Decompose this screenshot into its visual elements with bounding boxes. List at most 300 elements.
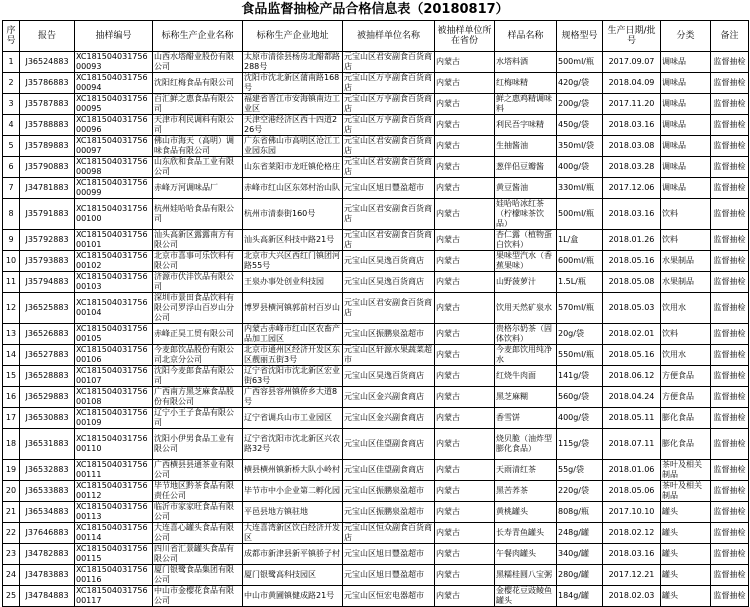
- sampled-unit-cell: 元宝山区振鹏泉盈超市: [343, 324, 435, 345]
- header-col-manufacturer: 标称生产企业名称: [153, 21, 243, 52]
- sample-name-cell: 山野菠萝汁: [495, 272, 557, 293]
- report-cell: J35791883: [20, 199, 75, 230]
- manufacturer-cell: 深圳市景田食品饮料有限公司罗浮山百岁山分公司: [153, 293, 243, 324]
- address-cell: 辽宁省沈阳市沈北新区兴农路32号: [243, 429, 343, 460]
- report-cell: J35794883: [20, 272, 75, 293]
- manufacturer-cell: 临沂市家家旺食品有限公司: [153, 502, 243, 523]
- province-cell: 内蒙古: [435, 94, 495, 115]
- address-cell: 太原市清徐县杨房北醋都路288号: [243, 52, 343, 73]
- index-cell: 23: [3, 544, 20, 565]
- sampled-unit-cell: 元宝山区恒宏电器超市: [343, 586, 435, 607]
- province-cell: 内蒙古: [435, 408, 495, 429]
- report-cell: J35790883: [20, 157, 75, 178]
- address-cell: 王泉办事处创业科技园: [243, 272, 343, 293]
- manufacturer-cell: 佛山市海天（高明）调味食品有限公司: [153, 136, 243, 157]
- date-cell: 2018.02.01: [603, 324, 661, 345]
- sample-name-cell: 葱伴侣豆瓣酱: [495, 157, 557, 178]
- date-cell: 2018.03.16: [603, 199, 661, 230]
- province-cell: 内蒙古: [435, 251, 495, 272]
- spec-cell: 560g/袋: [557, 387, 603, 408]
- date-cell: 2017.11.20: [603, 94, 661, 115]
- manufacturer-cell: 沈阳今麦郎食品有限公司: [153, 366, 243, 387]
- sampled-unit-cell: 元宝山区万亨副食百货商店: [343, 73, 435, 94]
- remark-cell: 监督抽检: [711, 366, 749, 387]
- manufacturer-cell: 沈阳小伊男食品工业有限公司: [153, 429, 243, 460]
- table-row: [3, 293, 749, 324]
- index-cell: 1: [3, 52, 20, 73]
- category-cell: 调味品: [661, 115, 711, 136]
- category-cell: 水果制品: [661, 272, 711, 293]
- category-cell: 罐头: [661, 523, 711, 544]
- sample-code-cell: XC18150403175600105: [75, 324, 153, 345]
- table-row: [3, 565, 749, 586]
- address-cell: 广西容县容州镇侨乡大道8号: [243, 387, 343, 408]
- index-cell: 11: [3, 272, 20, 293]
- header-col-date: 生产日期/批号: [603, 21, 661, 52]
- sample-code-cell: XC18150403175600106: [75, 345, 153, 366]
- report-cell: J34784883: [20, 586, 75, 607]
- sample-code-cell: XC18150403175600102: [75, 251, 153, 272]
- spec-cell: 1.5L/瓶: [557, 272, 603, 293]
- date-cell: 2017.09.07: [603, 52, 661, 73]
- remark-cell: 监督抽检: [711, 94, 749, 115]
- sample-code-cell: XC18150403175600114: [75, 523, 153, 544]
- index-cell: 5: [3, 136, 20, 157]
- sample-name-cell: 午餐肉罐头: [495, 544, 557, 565]
- index-cell: 7: [3, 178, 20, 199]
- sampled-unit-cell: 元宝山区君安副食百货商店: [343, 157, 435, 178]
- sampled-unit-cell: 元宝山区旭日豐盈超市: [343, 565, 435, 586]
- report-cell: J36534883: [20, 502, 75, 523]
- address-cell: 汕头高新区科技中路21号: [243, 230, 343, 251]
- sample-code-cell: XC18150403175600101: [75, 230, 153, 251]
- spec-cell: 450g/袋: [557, 115, 603, 136]
- address-cell: 赤峰市红山区东郊村治山队: [243, 178, 343, 199]
- sample-code-cell: XC18150403175600116: [75, 565, 153, 586]
- remark-cell: 监督抽检: [711, 387, 749, 408]
- address-cell: 福建省晋江市安海镇南边工业区: [243, 94, 343, 115]
- sampled-unit-cell: 元宝山区万亨副食百货商店: [343, 115, 435, 136]
- address-cell: 辽宁省调兵山市工业园区: [243, 408, 343, 429]
- spec-cell: 550ml/瓶: [557, 345, 603, 366]
- sample-code-cell: XC18150403175600099: [75, 178, 153, 199]
- spec-cell: 330ml/瓶: [557, 178, 603, 199]
- index-cell: 10: [3, 251, 20, 272]
- sample-name-cell: 黄豆酱油: [495, 178, 557, 199]
- table-row: [3, 523, 749, 544]
- report-cell: J36525883: [20, 293, 75, 324]
- report-cell: J35793883: [20, 251, 75, 272]
- sample-name-cell: 黑芝麻糊: [495, 387, 557, 408]
- table-row: [3, 586, 749, 607]
- report-cell: J35787883: [20, 94, 75, 115]
- address-cell: 北京市通州区经济开发区东区靓丽五街3号: [243, 345, 343, 366]
- date-cell: 2018.03.16: [603, 115, 661, 136]
- sampled-unit-cell: 元宝山区佳望副食商店: [343, 429, 435, 460]
- header-col-category: 分类: [661, 21, 711, 52]
- sample-code-cell: XC18150403175600104: [75, 293, 153, 324]
- province-cell: 内蒙古: [435, 230, 495, 251]
- remark-cell: 监督抽检: [711, 52, 749, 73]
- category-cell: 水果制品: [661, 251, 711, 272]
- manufacturer-cell: 汕头高新区露露南方有限公司: [153, 230, 243, 251]
- remark-cell: 监督抽检: [711, 565, 749, 586]
- address-cell: 平邑县地方镇驻地: [243, 502, 343, 523]
- table-row: [3, 345, 749, 366]
- index-cell: 19: [3, 460, 20, 481]
- remark-cell: 监督抽检: [711, 481, 749, 502]
- sample-name-cell: 黄桃罐头: [495, 502, 557, 523]
- category-cell: 调味品: [661, 178, 711, 199]
- sample-code-cell: XC18150403175600113: [75, 502, 153, 523]
- sample-code-cell: XC18150403175600097: [75, 136, 153, 157]
- report-cell: J36526883: [20, 324, 75, 345]
- address-cell: 广东省佛山市高明区沧江工业园东园: [243, 136, 343, 157]
- manufacturer-cell: 厦门银鹭食品集团有限公司: [153, 565, 243, 586]
- category-cell: 饮用水: [661, 345, 711, 366]
- spec-cell: 808g/瓶: [557, 502, 603, 523]
- sample-name-cell: 红梅味精: [495, 73, 557, 94]
- category-cell: 茶叶及相关制品: [661, 481, 711, 502]
- date-cell: 2018.05.03: [603, 293, 661, 324]
- remark-cell: 监督抽检: [711, 523, 749, 544]
- sample-code-cell: XC18150403175600115: [75, 544, 153, 565]
- sampled-unit-cell: 元宝山区旭日豐盈超市: [343, 178, 435, 199]
- spec-cell: 280g/罐: [557, 565, 603, 586]
- sample-name-cell: 天雨清红茶: [495, 460, 557, 481]
- province-cell: 内蒙古: [435, 481, 495, 502]
- report-cell: J34782883: [20, 544, 75, 565]
- remark-cell: 监督抽检: [711, 136, 749, 157]
- province-cell: 内蒙古: [435, 199, 495, 230]
- sample-code-cell: XC18150403175600093: [75, 52, 153, 73]
- spec-cell: 248g/罐: [557, 523, 603, 544]
- manufacturer-cell: 沈阳红梅食品有限公司: [153, 73, 243, 94]
- manufacturer-cell: 四川省汇景罐头食品有限公司: [153, 544, 243, 565]
- category-cell: 饮料: [661, 230, 711, 251]
- address-cell: 中山市黄圃镇健成路21号: [243, 586, 343, 607]
- table-row: [3, 460, 749, 481]
- report-cell: J37646883: [20, 523, 75, 544]
- manufacturer-cell: 大连喜心罐头食品有限公司: [153, 523, 243, 544]
- header-col-province: 被抽样单位所在省份: [435, 21, 495, 52]
- category-cell: 膨化食品: [661, 429, 711, 460]
- remark-cell: 监督抽检: [711, 73, 749, 94]
- province-cell: 内蒙古: [435, 293, 495, 324]
- remark-cell: 监督抽检: [711, 586, 749, 607]
- manufacturer-cell: 赤峰万河调味品厂: [153, 178, 243, 199]
- sample-code-cell: XC18150403175600103: [75, 272, 153, 293]
- manufacturer-cell: 广西南方黑芝麻食品股份有限公司: [153, 387, 243, 408]
- manufacturer-cell: 广西横县县通茶业有限公司: [153, 460, 243, 481]
- manufacturer-cell: 杭州娃哈哈食品有限公司: [153, 199, 243, 230]
- category-cell: 罐头: [661, 544, 711, 565]
- sample-name-cell: 生抽酱油: [495, 136, 557, 157]
- province-cell: 内蒙古: [435, 52, 495, 73]
- sample-code-cell: XC18150403175600110: [75, 429, 153, 460]
- category-cell: 调味品: [661, 52, 711, 73]
- sample-name-cell: 黑苦荞茶: [495, 481, 557, 502]
- spec-cell: 184g/罐: [557, 586, 603, 607]
- sample-name-cell: 香雪饼: [495, 408, 557, 429]
- header-col-report: 报告: [20, 21, 75, 52]
- table-row: [3, 429, 749, 460]
- table-row: [3, 136, 749, 157]
- index-cell: 13: [3, 324, 20, 345]
- province-cell: 内蒙古: [435, 429, 495, 460]
- manufacturer-cell: 赤峰正昊工贸有限公司: [153, 324, 243, 345]
- spec-cell: 200g/袋: [557, 94, 603, 115]
- spec-cell: 340g/罐: [557, 544, 603, 565]
- sample-name-cell: 长寿青鱼罐头: [495, 523, 557, 544]
- address-cell: 成都市新津县新平镇骄子村: [243, 544, 343, 565]
- sampled-unit-cell: 元宝山区君安副食百货商店: [343, 136, 435, 157]
- province-cell: 内蒙古: [435, 460, 495, 481]
- date-cell: 2018.01.26: [603, 230, 661, 251]
- table-row: [3, 199, 749, 230]
- report-cell: J35789883: [20, 136, 75, 157]
- category-cell: 饮料: [661, 324, 711, 345]
- remark-cell: 监督抽检: [711, 460, 749, 481]
- sample-name-cell: 水塔料酒: [495, 52, 557, 73]
- address-cell: 内蒙古赤峰市红山区农畜产品加工园区: [243, 324, 343, 345]
- province-cell: 内蒙古: [435, 544, 495, 565]
- date-cell: 2018.06.12: [603, 366, 661, 387]
- spec-cell: 500ml/瓶: [557, 52, 603, 73]
- category-cell: 罐头: [661, 565, 711, 586]
- remark-cell: 监督抽检: [711, 251, 749, 272]
- date-cell: 2018.01.06: [603, 460, 661, 481]
- table-row: [3, 115, 749, 136]
- sampled-unit-cell: 元宝山区金兴副食商店: [343, 408, 435, 429]
- category-cell: 膨化食品: [661, 408, 711, 429]
- date-cell: 2018.04.24: [603, 387, 661, 408]
- category-cell: 饮用水: [661, 293, 711, 324]
- date-cell: 2018.05.11: [603, 408, 661, 429]
- sample-code-cell: XC18150403175600096: [75, 115, 153, 136]
- address-cell: 毕节市中小企业第二孵化园: [243, 481, 343, 502]
- spec-cell: 400g/袋: [557, 408, 603, 429]
- remark-cell: 监督抽检: [711, 502, 749, 523]
- table-row: [3, 52, 749, 73]
- spec-cell: 220g/袋: [557, 481, 603, 502]
- sample-name-cell: 烧贝脆（油炸型膨化食品）: [495, 429, 557, 460]
- report-cell: J35786883: [20, 73, 75, 94]
- address-cell: 厦门银鹭高科技园区: [243, 565, 343, 586]
- spec-cell: 1L/盒: [557, 230, 603, 251]
- sample-code-cell: XC18150403175600109: [75, 408, 153, 429]
- header-col-address: 标称生产企业地址: [243, 21, 343, 52]
- province-cell: 内蒙古: [435, 366, 495, 387]
- report-cell: J35792883: [20, 230, 75, 251]
- header-row: [3, 21, 749, 52]
- table-row: [3, 73, 749, 94]
- table-row: [3, 324, 749, 345]
- sampled-unit-cell: 元宝山区君安副食百货商店: [343, 199, 435, 230]
- sampled-unit-cell: 元宝山区金兴副食商店: [343, 387, 435, 408]
- table-row: [3, 230, 749, 251]
- province-cell: 内蒙古: [435, 565, 495, 586]
- index-cell: 20: [3, 481, 20, 502]
- table-row: [3, 544, 749, 565]
- header-col-spec: 规格型号: [557, 21, 603, 52]
- address-cell: 沈阳市沈北新区蒲南路168号: [243, 73, 343, 94]
- date-cell: 2017.10.10: [603, 502, 661, 523]
- table-row: [3, 387, 749, 408]
- manufacturer-cell: 山西水塔醋业股份有限公司: [153, 52, 243, 73]
- manufacturer-cell: 济源市伏沣饮品有限公司: [153, 272, 243, 293]
- sample-code-cell: XC18150403175600095: [75, 94, 153, 115]
- sample-code-cell: XC18150403175600107: [75, 366, 153, 387]
- spec-cell: 400g/袋: [557, 157, 603, 178]
- sample-name-cell: 金樱花豆豉鲮鱼罐头: [495, 586, 557, 607]
- inspection-table: [2, 20, 749, 607]
- sample-code-cell: XC18150403175600111: [75, 460, 153, 481]
- manufacturer-cell: 百汇鲜之惠食品有限公司: [153, 94, 243, 115]
- spec-cell: 500ml/瓶: [557, 199, 603, 230]
- address-cell: 大连喜湾新区饮白经济开发区: [243, 523, 343, 544]
- report-cell: J36533883: [20, 481, 75, 502]
- category-cell: 方便食品: [661, 366, 711, 387]
- category-cell: 罐头: [661, 586, 711, 607]
- manufacturer-cell: 今麦郎饮品股份有限公司北京分公司: [153, 345, 243, 366]
- category-cell: 方便食品: [661, 387, 711, 408]
- province-cell: 内蒙古: [435, 115, 495, 136]
- date-cell: 2017.12.21: [603, 565, 661, 586]
- report-cell: J36524883: [20, 52, 75, 73]
- province-cell: 内蒙古: [435, 136, 495, 157]
- sample-code-cell: XC18150403175600094: [75, 73, 153, 94]
- address-cell: 天津空港经济区西十四道226号: [243, 115, 343, 136]
- sampled-unit-cell: 元宝山区旭日豐盈超市: [343, 544, 435, 565]
- sampled-unit-cell: 元宝山区振鹏泉盈超市: [343, 481, 435, 502]
- manufacturer-cell: 天津市利民调料有限公司: [153, 115, 243, 136]
- index-cell: 18: [3, 429, 20, 460]
- date-cell: 2018.05.06: [603, 481, 661, 502]
- province-cell: 内蒙古: [435, 387, 495, 408]
- spec-cell: 141g/袋: [557, 366, 603, 387]
- category-cell: 调味品: [661, 157, 711, 178]
- sample-code-cell: XC18150403175600100: [75, 199, 153, 230]
- sample-name-cell: 果味型汽水（香蕉果味）: [495, 251, 557, 272]
- province-cell: 内蒙古: [435, 502, 495, 523]
- province-cell: 内蒙古: [435, 157, 495, 178]
- sample-code-cell: XC18150403175600112: [75, 481, 153, 502]
- report-cell: J36528883: [20, 366, 75, 387]
- address-cell: 山东省莱阳市龙旺镇伦格庄: [243, 157, 343, 178]
- manufacturer-cell: 辽宁小王子食品有限公司: [153, 408, 243, 429]
- address-cell: 横县横州镇新桥大队小岭村: [243, 460, 343, 481]
- date-cell: 2018.05.08: [603, 272, 661, 293]
- remark-cell: 监督抽检: [711, 157, 749, 178]
- remark-cell: 监督抽检: [711, 324, 749, 345]
- report-cell: J36531883: [20, 429, 75, 460]
- header-col-index: 序号: [3, 21, 20, 52]
- remark-cell: 监督抽检: [711, 345, 749, 366]
- spec-cell: 570ml/瓶: [557, 293, 603, 324]
- report-cell: J34781883: [20, 178, 75, 199]
- index-cell: 3: [3, 94, 20, 115]
- index-cell: 21: [3, 502, 20, 523]
- province-cell: 内蒙古: [435, 272, 495, 293]
- table-row: [3, 251, 749, 272]
- header-col-sample-name: 样品名称: [495, 21, 557, 52]
- province-cell: 内蒙古: [435, 178, 495, 199]
- date-cell: 2018.03.08: [603, 136, 661, 157]
- date-cell: 2018.05.16: [603, 251, 661, 272]
- sample-name-cell: 鲜之惠鸡精调味料: [495, 94, 557, 115]
- spec-cell: 420g/袋: [557, 73, 603, 94]
- header-col-sampled-unit: 被抽样单位名称: [343, 21, 435, 52]
- province-cell: 内蒙古: [435, 586, 495, 607]
- sample-name-cell: 红烧牛肉面: [495, 366, 557, 387]
- report-cell: J34783883: [20, 565, 75, 586]
- remark-cell: 监督抽检: [711, 429, 749, 460]
- spec-cell: 55g/袋: [557, 460, 603, 481]
- index-cell: 12: [3, 293, 20, 324]
- table-row: [3, 178, 749, 199]
- date-cell: 2018.03.16: [603, 544, 661, 565]
- sample-name-cell: 杏仁露（植物蛋白饮料）: [495, 230, 557, 251]
- sample-code-cell: XC18150403175600108: [75, 387, 153, 408]
- address-cell: 杭州市清泰街160号: [243, 199, 343, 230]
- date-cell: 2018.03.28: [603, 157, 661, 178]
- index-cell: 17: [3, 408, 20, 429]
- remark-cell: 监督抽检: [711, 272, 749, 293]
- spec-cell: 350ml/袋: [557, 136, 603, 157]
- table-row: [3, 272, 749, 293]
- sampled-unit-cell: 元宝山区昊逸百货商店: [343, 251, 435, 272]
- index-cell: 24: [3, 565, 20, 586]
- remark-cell: 监督抽检: [711, 293, 749, 324]
- report-cell: J36530883: [20, 408, 75, 429]
- index-cell: 6: [3, 157, 20, 178]
- date-cell: 2018.02.03: [603, 586, 661, 607]
- province-cell: 内蒙古: [435, 324, 495, 345]
- province-cell: 内蒙古: [435, 73, 495, 94]
- remark-cell: 监督抽检: [711, 178, 749, 199]
- table-row: [3, 157, 749, 178]
- table-row: [3, 502, 749, 523]
- sample-code-cell: XC18150403175600117: [75, 586, 153, 607]
- sampled-unit-cell: 元宝山区君安副食百货商店: [343, 52, 435, 73]
- date-cell: 2018.05.16: [603, 345, 661, 366]
- index-cell: 15: [3, 366, 20, 387]
- manufacturer-cell: 毕节地区黔茶食品有限责任公司: [153, 481, 243, 502]
- remark-cell: 监督抽检: [711, 115, 749, 136]
- report-cell: J36532883: [20, 460, 75, 481]
- header-col-sample-code: 抽样编号: [75, 21, 153, 52]
- sampled-unit-cell: 元宝山区恒众副食百货商店: [343, 523, 435, 544]
- sample-name-cell: 今麦郎饮用纯净水: [495, 345, 557, 366]
- sample-name-cell: 黑糯桂圆八宝粥: [495, 565, 557, 586]
- page-title: 食品监督抽检产品合格信息表（20180817）: [241, 2, 509, 17]
- sampled-unit-cell: 元宝山区佳望副食商店: [343, 460, 435, 481]
- sampled-unit-cell: 元宝山区振鹏泉盈超市: [343, 502, 435, 523]
- address-cell: 北京市大兴区西红门镇团河路55号: [243, 251, 343, 272]
- province-cell: 内蒙古: [435, 523, 495, 544]
- sampled-unit-cell: 元宝山区君安副食百货商店: [343, 293, 435, 324]
- index-cell: 8: [3, 199, 20, 230]
- category-cell: 调味品: [661, 73, 711, 94]
- sample-name-cell: 娃哈哈冰红茶（柠檬味茶饮品）: [495, 199, 557, 230]
- date-cell: 2018.04.09: [603, 73, 661, 94]
- sample-name-cell: 利民吾字味精: [495, 115, 557, 136]
- spec-cell: 20g/袋: [557, 324, 603, 345]
- manufacturer-cell: 中山市金樱花食品有限公司: [153, 586, 243, 607]
- index-cell: 16: [3, 387, 20, 408]
- remark-cell: 监督抽检: [711, 408, 749, 429]
